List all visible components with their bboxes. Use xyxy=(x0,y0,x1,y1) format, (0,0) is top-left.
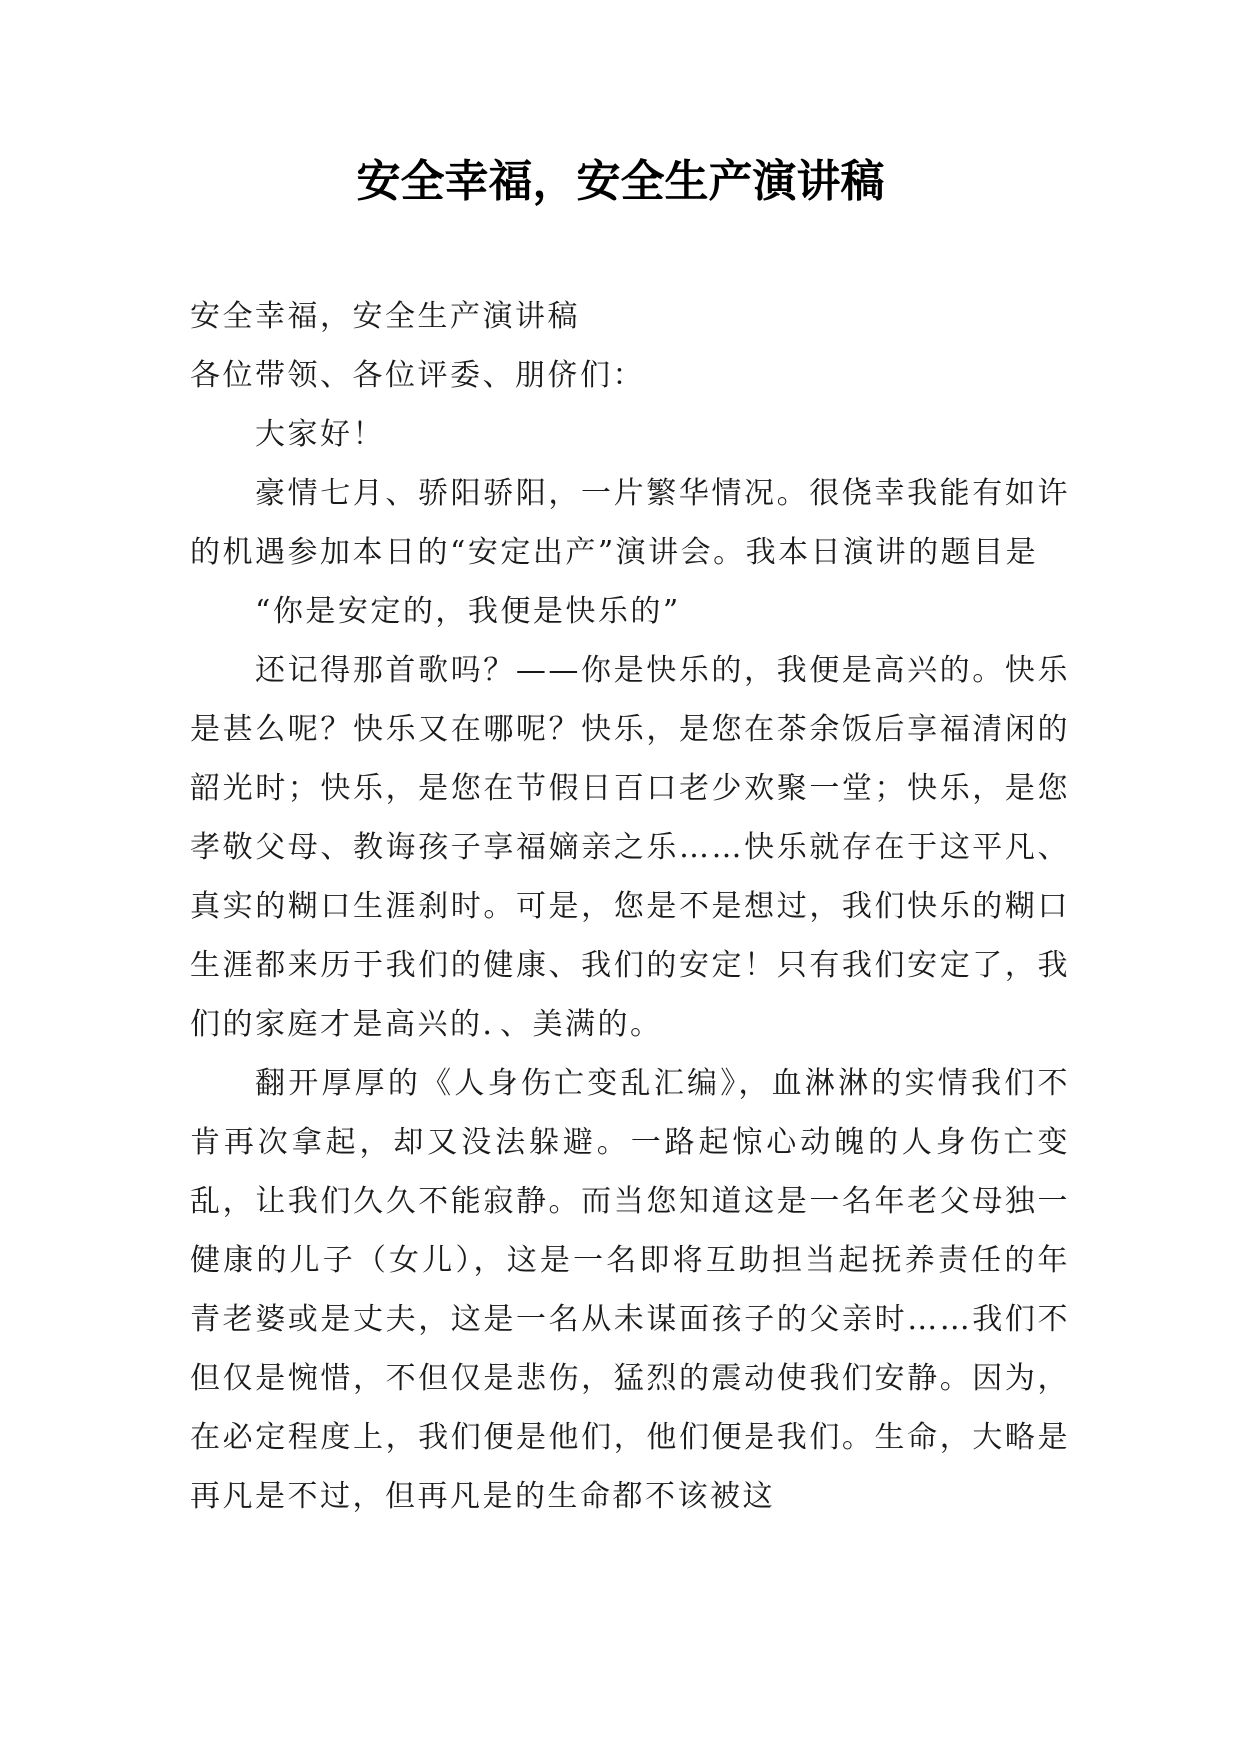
document-title: 安全幸福，安全生产演讲稿 xyxy=(356,156,885,207)
body-paragraph: 豪情七月、骄阳骄阳，一片繁华情况。很侥幸我能有如许的机遇参加本日的“安定出产”演讲会。我本日演讲的题目是 xyxy=(190,476,1070,570)
speech-topic-paragraph: “你是安定的，我便是快乐的” xyxy=(255,594,681,629)
body-paragraph: 翻开厚厚的《人身伤亡变乱汇编》，血淋淋的实情我们不肯再次拿起，却又没法躲避。一路起惊心动魄的人身伤亡变乱，让我们久久不能寂静。而当您知道这是一名年老父母独一健康的儿子（女儿），这是一名即将互助担当起抚养责任的年青老婆或是丈夫，这是一名从未谋面孩子的父亲时……我们不但仅是惋惜，不但仅是悲伤，猛烈的震动使我们安静。因为，在必定程度上，我们便是他们，他们便是我们。生命，大略是再凡是不过，但再凡是的生命都不该被这 xyxy=(190,1066,1070,1514)
greeting-paragraph: 大家好！ xyxy=(255,417,385,452)
body-paragraph: 安全幸福，安全生产演讲稿 xyxy=(190,299,580,334)
body-paragraph: 还记得那首歌吗？——你是快乐的，我便是高兴的。快乐是甚么呢？快乐又在哪呢？快乐，是您在茶余饭后享福清闲的韶光时；快乐，是您在节假日百口老少欢聚一堂；快乐，是您孝敬父母、教诲孩子享福嫡亲之乐……快乐就存在于这平凡、真实的糊口生涯刹时。可是，您是不是想过，我们快乐的糊口生涯都来历于我们的健康、我们的安定！只有我们安定了，我们的家庭才是高兴的．、美满的。 xyxy=(190,653,1070,1042)
salutation-paragraph: 各位带领、各位评委、朋侪们： xyxy=(190,358,645,393)
document-body xyxy=(190,287,1070,1526)
